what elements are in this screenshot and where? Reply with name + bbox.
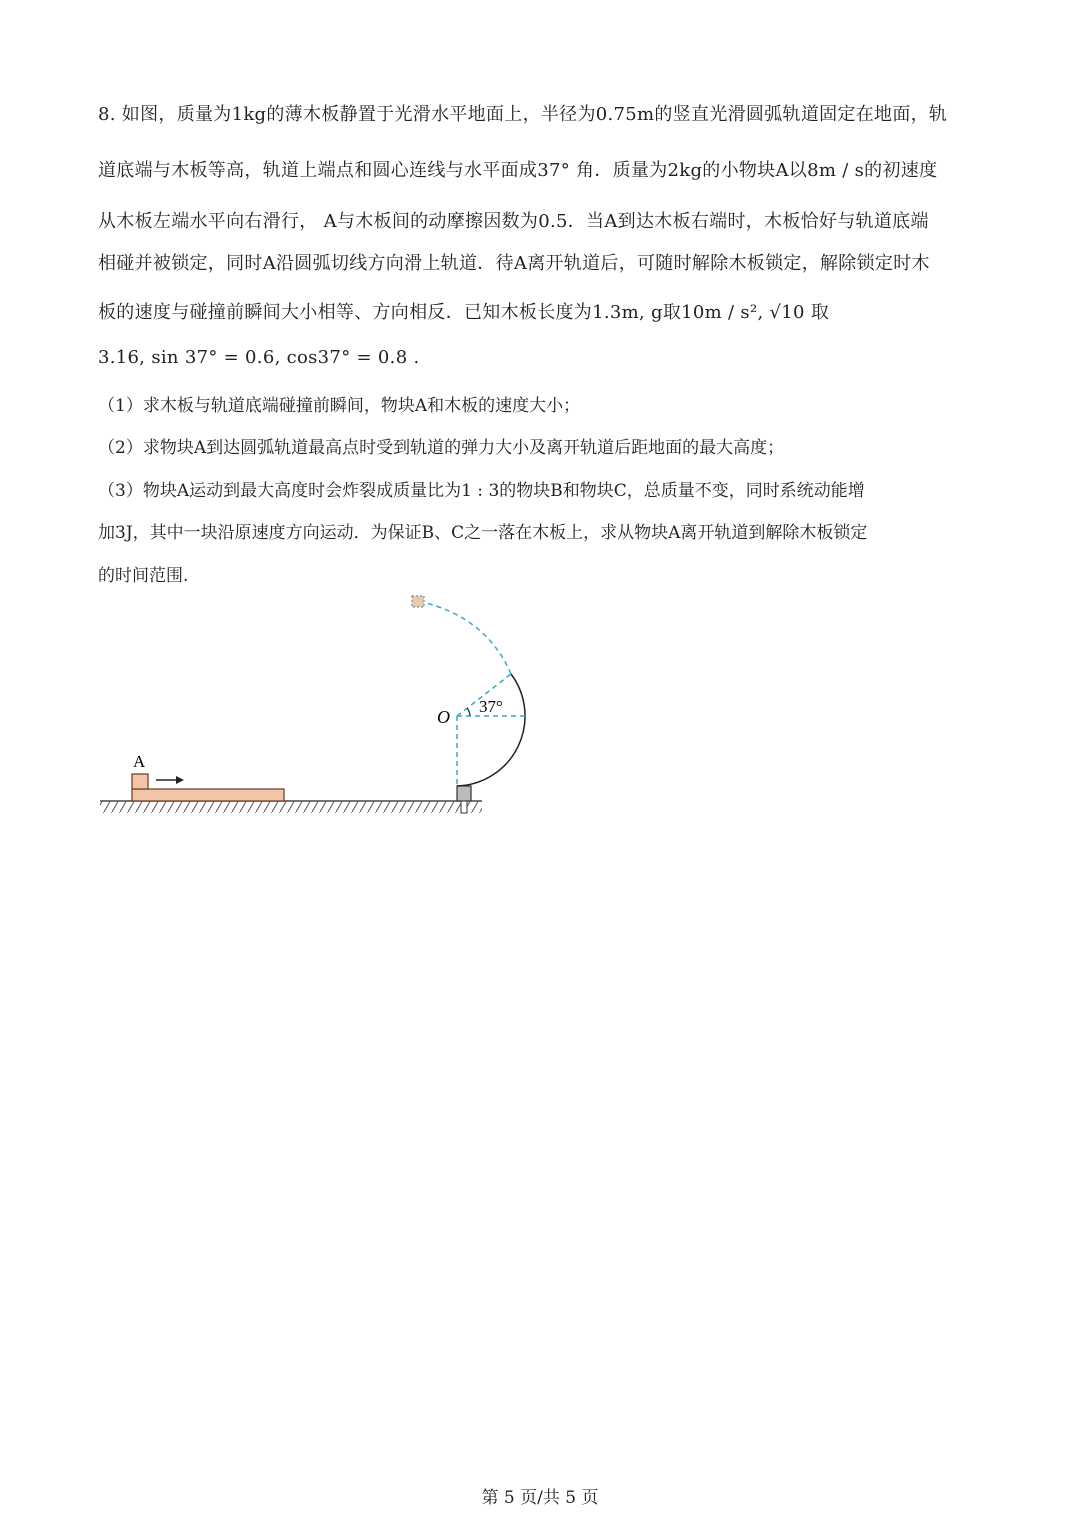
page-footer: 第 5 页/共 5 页 <box>481 1488 599 1508</box>
question-2: （2）求物块A到达圆弧轨道最高点时受到轨道的弹力大小及离开轨道后距地面的最大高度； <box>98 438 785 458</box>
trajectory <box>418 601 511 674</box>
problem-line: 从木板左端水平向右滑行， A与木板间的动摩擦因数为0.5．当A到达木板右端时，木板恰好与轨道底端 <box>98 211 929 232</box>
center-label: O <box>437 707 450 727</box>
angle-label: 37° <box>479 697 503 716</box>
question-3-cont: 加3J，其中一块沿原速度方向运动．为保证B、C之一落在木板上，求从物块A离开轨道到解除木板锁定 <box>98 523 868 543</box>
problem-line: 相碰并被锁定，同时A沿圆弧切线方向滑上轨道．待A离开轨道后，可随时解除木板锁定，解除锁定时木 <box>98 253 930 274</box>
arc-track <box>457 674 525 786</box>
construction-lines <box>457 674 527 786</box>
question-3-end: 的时间范围. <box>98 566 189 586</box>
ground <box>100 801 482 813</box>
block-a <box>132 774 148 789</box>
problem-line: 8. 如图，质量为1kg的薄木板静置于光滑水平地面上，半径为0.75m的竖直光滑圆弧轨道固定在地面，轨 <box>98 104 948 125</box>
wooden-board <box>132 789 284 801</box>
problem-line: 道底端与木板等高，轨道上端点和圆心连线与水平面成37° 角．质量为2kg的小物块A以8m / s的初速度 <box>98 160 938 181</box>
question-3: （3）物块A运动到最大高度时会炸裂成质量比为1 : 3的物块B和物块C，总质量不变，同时系统动能增 <box>98 481 865 501</box>
block-at-peak <box>412 596 424 607</box>
problem-line: 板的速度与碰撞前瞬间大小相等、方向相反．已知木板长度为1.3m, g取10m / s², √10 取 <box>98 302 830 323</box>
block-a-label: A <box>133 752 146 771</box>
question-1: （1）求木板与轨道底端碰撞前瞬间，物块A和木板的速度大小； <box>98 396 581 416</box>
problem-line: 3.16, sin 37° = 0.6, cos37° = 0.8 . <box>98 347 420 368</box>
velocity-arrow <box>156 776 184 784</box>
angle-arc <box>467 708 470 716</box>
